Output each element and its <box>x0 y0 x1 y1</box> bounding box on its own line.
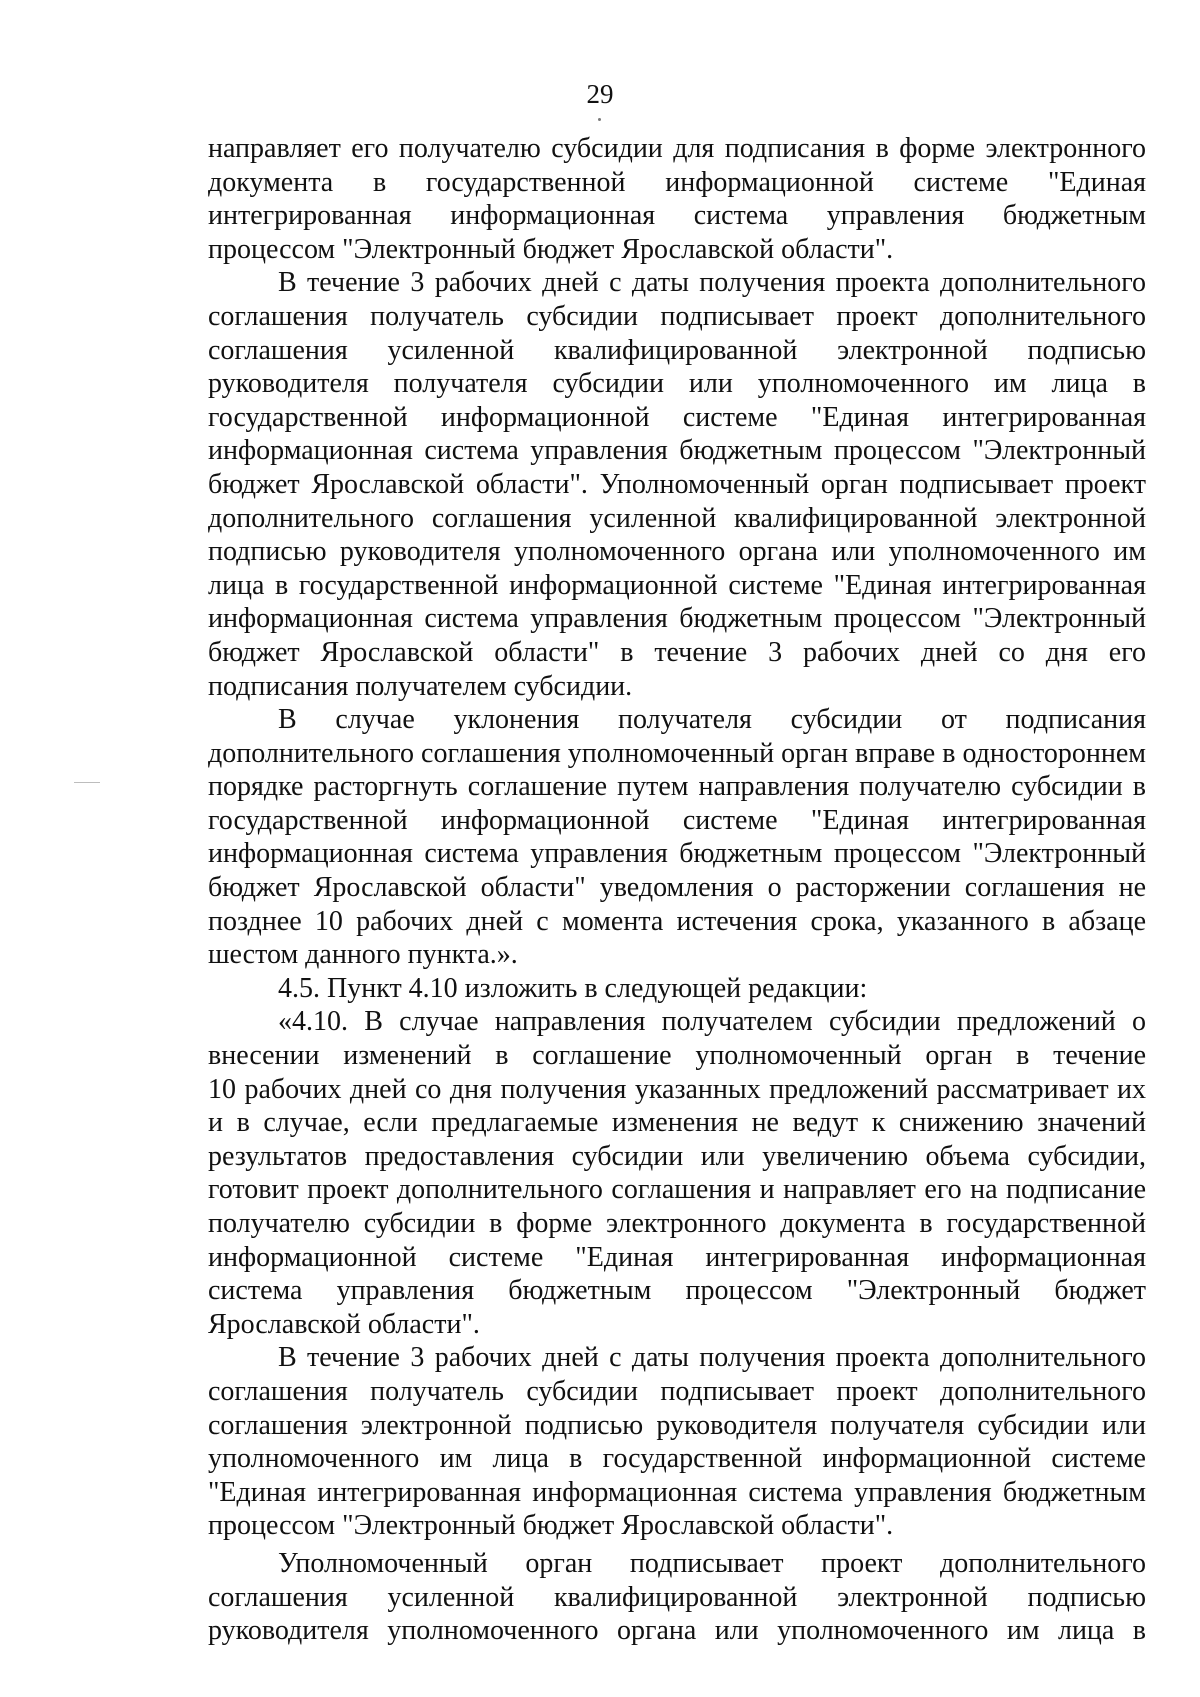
text-line: направляет его получателю субсидии для подписания в форме электронного <box>208 133 1146 164</box>
text-line: соглашения электронной подписью руководителя получателя субсидии или <box>208 1409 1146 1441</box>
text-line: руководителя уполномоченного органа или уполномоченного им лица в <box>208 1615 1146 1647</box>
text-line: государственной информационной системе "Единая интегрированная <box>208 401 1146 433</box>
text-line: документа в государственной информационной системе "Единая <box>208 166 1146 198</box>
document-body <box>208 132 1146 1648</box>
text-line: подписания получателем субсидии. <box>208 670 633 702</box>
text-line: Ярославской области". <box>208 1308 480 1340</box>
text-line: бюджет Ярославской области". Уполномоченный орган подписывает проект <box>208 468 1146 500</box>
text-line: В течение 3 рабочих дней с даты получения проекта дополнительного <box>278 267 1146 299</box>
text-line: соглашения усиленной квалифицированной электронной подписью <box>208 1581 1146 1613</box>
text-line: интегрированная информационная система управления бюджетным <box>208 200 1146 232</box>
text-line: соглашения усиленной квалифицированной электронной подписью <box>208 334 1146 366</box>
text-line: "Единая интегрированная информационная система управления бюджетным <box>208 1476 1146 1508</box>
text-line: бюджет Ярославской области" уведомления о расторжении соглашения не <box>208 872 1146 904</box>
text-line: уполномоченного им лица в государственной информационной системе <box>208 1443 1146 1475</box>
text-line: соглашения получатель субсидии подписывает проект дополнительного <box>208 300 1146 332</box>
text-line: соглашения получатель субсидии подписывает проект дополнительного <box>208 1375 1146 1407</box>
text-line: 4.5. Пункт 4.10 изложить в следующей редакции: <box>278 972 868 1004</box>
text-line: лица в государственной информационной системе "Единая интегрированная <box>208 569 1146 601</box>
text-line: информационная система управления бюджетным процессом "Электронный <box>208 435 1146 467</box>
text-line: 10 рабочих дней со дня получения указанных предложений рассматривает их <box>208 1073 1146 1105</box>
text-line: руководителя получателя субсидии или уполномоченного им лица в <box>208 368 1146 400</box>
text-line: внесении изменений в соглашение уполномоченный орган в течение <box>208 1040 1146 1072</box>
text-line: дополнительного соглашения уполномоченный орган вправе в одностороннем <box>208 737 1146 769</box>
text-line: подписью руководителя уполномоченного органа или уполномоченного им <box>208 536 1146 568</box>
text-line: В случае уклонения получателя субсидии от подписания <box>278 704 1146 736</box>
page-number: 29 <box>586 79 614 109</box>
text-line: процессом "Электронный бюджет Ярославской области". <box>208 1510 894 1542</box>
text-line: порядке расторгнуть соглашение путем направления получателю субсидии в <box>208 771 1146 803</box>
text-line: процессом "Электронный бюджет Ярославской области". <box>208 233 894 265</box>
text-line: информационной системе "Единая интегрированная информационная <box>208 1241 1146 1273</box>
text-line: информационная система управления бюджетным процессом "Электронный <box>208 603 1146 635</box>
text-line: система управления бюджетным процессом "Электронный бюджет <box>208 1275 1146 1307</box>
text-line: государственной информационной системе "Единая интегрированная <box>208 804 1146 836</box>
margin-mark <box>74 782 100 783</box>
scan-speck <box>598 118 601 121</box>
text-line: Уполномоченный орган подписывает проект дополнительного <box>278 1547 1146 1579</box>
text-line: и в случае, если предлагаемые изменения не ведут к снижению значений <box>208 1107 1146 1139</box>
text-line: дополнительного соглашения усиленной квалифицированной электронной <box>208 502 1146 534</box>
text-line: «4.10. В случае направления получателем субсидии предложений о <box>278 1006 1146 1038</box>
text-line: готовит проект дополнительного соглашения и направляет его на подписание <box>208 1174 1146 1206</box>
text-line: информационная система управления бюджетным процессом "Электронный <box>208 838 1146 870</box>
text-line: бюджет Ярославской области" в течение 3 рабочих дней со дня его <box>208 636 1146 668</box>
text-line: шестом данного пункта.». <box>208 939 518 971</box>
text-line: позднее 10 рабочих дней с момента истечения срока, указанного в абзаце <box>208 905 1146 937</box>
text-line: получателю субсидии в форме электронного документа в государственной <box>208 1208 1146 1239</box>
text-line: результатов предоставления субсидии или увеличению объема субсидии, <box>208 1140 1146 1172</box>
text-line: В течение 3 рабочих дней с даты получения проекта дополнительного <box>278 1342 1146 1374</box>
